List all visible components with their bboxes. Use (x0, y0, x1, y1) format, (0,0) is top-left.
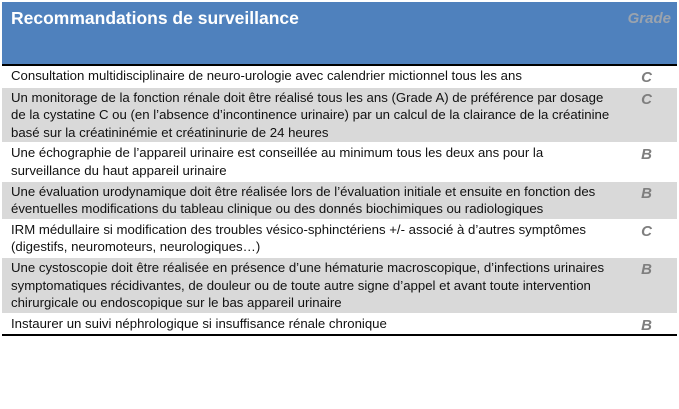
recommendation-text: IRM médullaire si modification des troubles vésico-sphinctériens +/- associé à d’autres symptômes (digestifs, neuromoteurs, neurologiques…) (2, 219, 616, 257)
grade-value: C (616, 219, 677, 257)
table-header-row (2, 2, 677, 65)
table-row (2, 257, 677, 313)
grade-value: B (616, 143, 677, 181)
recommendations-table (2, 2, 677, 336)
recommendation-text: Consultation multidisciplinaire de neuro-urologie avec calendrier mictionnel tous les ans (2, 65, 616, 87)
recommendation-text: Un monitorage de la fonction rénale doit être réalisé tous les ans (Grade A) de préférence par dosage de la cystatine C ou (en l’absence d’incontinence urinaire) par un calcul de la clairance de la créatinine basé sur la créatininémie et créatininurie de 24 heures (2, 87, 616, 143)
grade-column-header: Grade (616, 2, 677, 65)
table-row (2, 219, 677, 257)
table-row (2, 313, 677, 335)
table-row (2, 65, 677, 87)
table-row (2, 181, 677, 219)
table-row (2, 143, 677, 181)
table-row (2, 87, 677, 143)
recommendation-text: Instaurer un suivi néphrologique si insuffisance rénale chronique (2, 313, 616, 335)
grade-value: B (616, 257, 677, 313)
grade-value: B (616, 313, 677, 335)
grade-value: C (616, 87, 677, 143)
recommendation-text: Une échographie de l’appareil urinaire est conseillée au minimum tous les deux ans pour la surveillance du haut appareil urinaire (2, 143, 616, 181)
table-title: Recommandations de surveillance (2, 2, 616, 65)
grade-value: B (616, 181, 677, 219)
recommendation-text: Une cystoscopie doit être réalisée en présence d’une hématurie macroscopique, d’infections urinaires symptomatiques récidivantes, de douleur ou de toute autre signe d’appel et avant toute intervention chirurgicale ou endoscopique sur le bas appareil urinaire (2, 257, 616, 313)
grade-value: C (616, 65, 677, 87)
recommendation-text: Une évaluation urodynamique doit être réalisée lors de l’évaluation initiale et ensuite en fonction des éventuelles modifications du tableau clinique ou des donnés biochimiques ou radiologiques (2, 181, 616, 219)
